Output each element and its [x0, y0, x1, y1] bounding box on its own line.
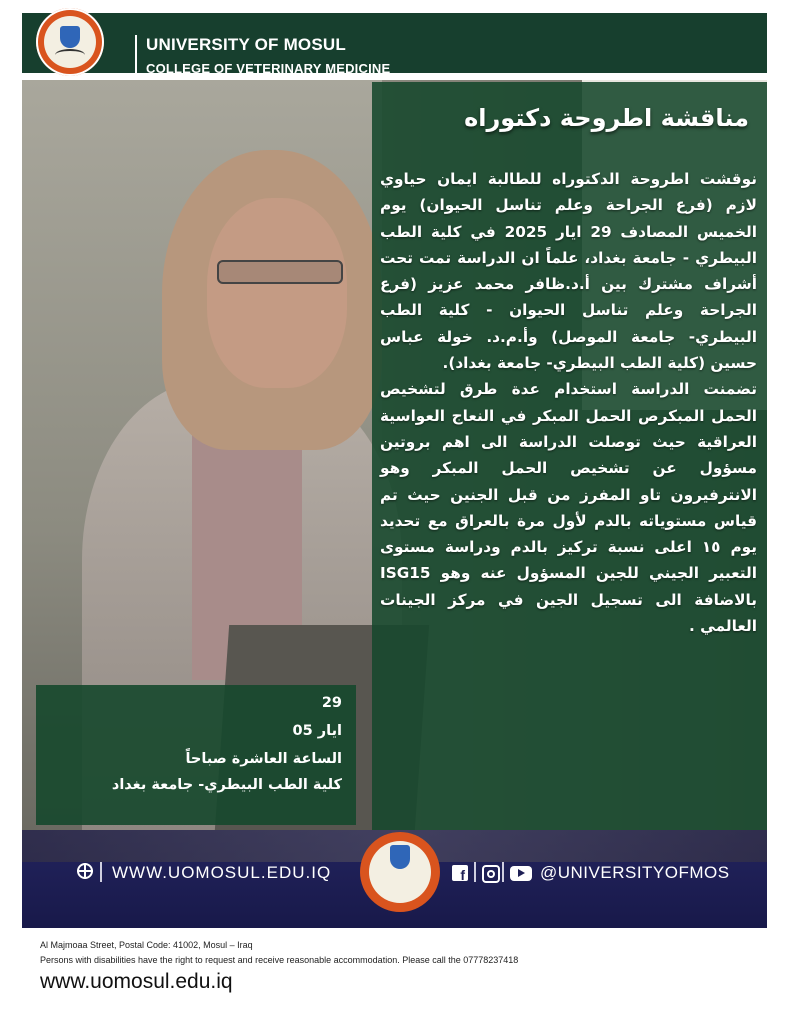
facebook-icon[interactable] [452, 865, 468, 881]
event-time: الساعة العاشرة صباحاً [185, 751, 342, 767]
announcement-paragraph-1: نوقشت اطروحة الدكتوراه للطالبة ايمان حياوي لازم (فرع الجراحة وعلم تناسل الحيوان) يوم الخميس المصادف 29 ايار 2025 في كلية الطب البيطري - جامعة بغداد، علماً ان الدراسة تمت تحت أشراف مشترك بين أ.د.ظافر محمد عزيز (فرع الجراحة وعلم تناسل الحيوان - كلية الطب البيطري- جامعة الموصل) وأ.م.د. خولة عباس حسين (كلية الطب البيطري- جامعة بغداد). [380, 170, 757, 373]
globe-icon [77, 863, 93, 879]
photo-face [207, 198, 347, 388]
announcement-panel [372, 82, 767, 830]
event-venue: كلية الطب البيطري- جامعة بغداد [111, 777, 342, 793]
event-month: ايار 05 [292, 723, 342, 739]
band-university-logo [360, 832, 440, 912]
university-logo [36, 8, 104, 76]
instagram-icon[interactable] [482, 865, 500, 883]
band-website-link[interactable]: WWW.UOMOSUL.EDU.IQ [112, 863, 332, 882]
band-logo-shield-icon [390, 845, 410, 869]
header-divider [135, 35, 137, 79]
band-separator [100, 862, 102, 882]
contact-band [22, 830, 767, 928]
band-separator [474, 862, 476, 882]
logo-shield-icon [60, 26, 80, 48]
postal-address: Al Majmoaa Street, Postal Code: 41002, Mosul – Iraq [40, 940, 253, 950]
announcement-body [380, 166, 757, 639]
social-handle[interactable]: @UNIVERSITYOFMOS [540, 863, 730, 882]
announcement-title: مناقشة اطروحة دكتوراه [464, 104, 749, 132]
event-info-box [36, 685, 356, 825]
logo-emblem [44, 16, 96, 68]
photo-glasses [217, 260, 343, 284]
college-name: COLLEGE OF VETERINARY MEDICINE [146, 61, 391, 76]
youtube-icon[interactable] [510, 866, 532, 881]
band-separator [502, 862, 504, 882]
event-day: 29 [321, 695, 342, 711]
header-bar [22, 13, 767, 76]
accessibility-notice: Persons with disabilities have the right to request and receive reasonable accommodation. Please call the 07778237418 [40, 955, 519, 965]
announcement-paragraph-2: تضمنت الدراسة استخدام عدة طرق لتشخيص الحمل المبكرص الحمل المبكر في النعاج العواسية العراقية حيث توصلت الدراسة الى اهم بروتين مسؤول عن تشخيص الحمل المبكر وهو الانترفيرون تاو المفرز من قبل الجنين حيث تم قياس مستوياته بالدم لأول مرة بالعراق مع تحديد يوم ١٥ اعلى نسبة تركيز بالدم ودراسة مستوى التعبير الجيني للجين المسؤول عنه وهو ISG15 بالاضافة الى تسجيل الجين في مركز الجينات العالمي . [380, 380, 758, 636]
footer-website-link[interactable]: www.uomosul.edu.iq [40, 970, 233, 993]
logo-book-icon [55, 49, 85, 61]
university-name: UNIVERSITY OF MOSUL [146, 35, 346, 54]
